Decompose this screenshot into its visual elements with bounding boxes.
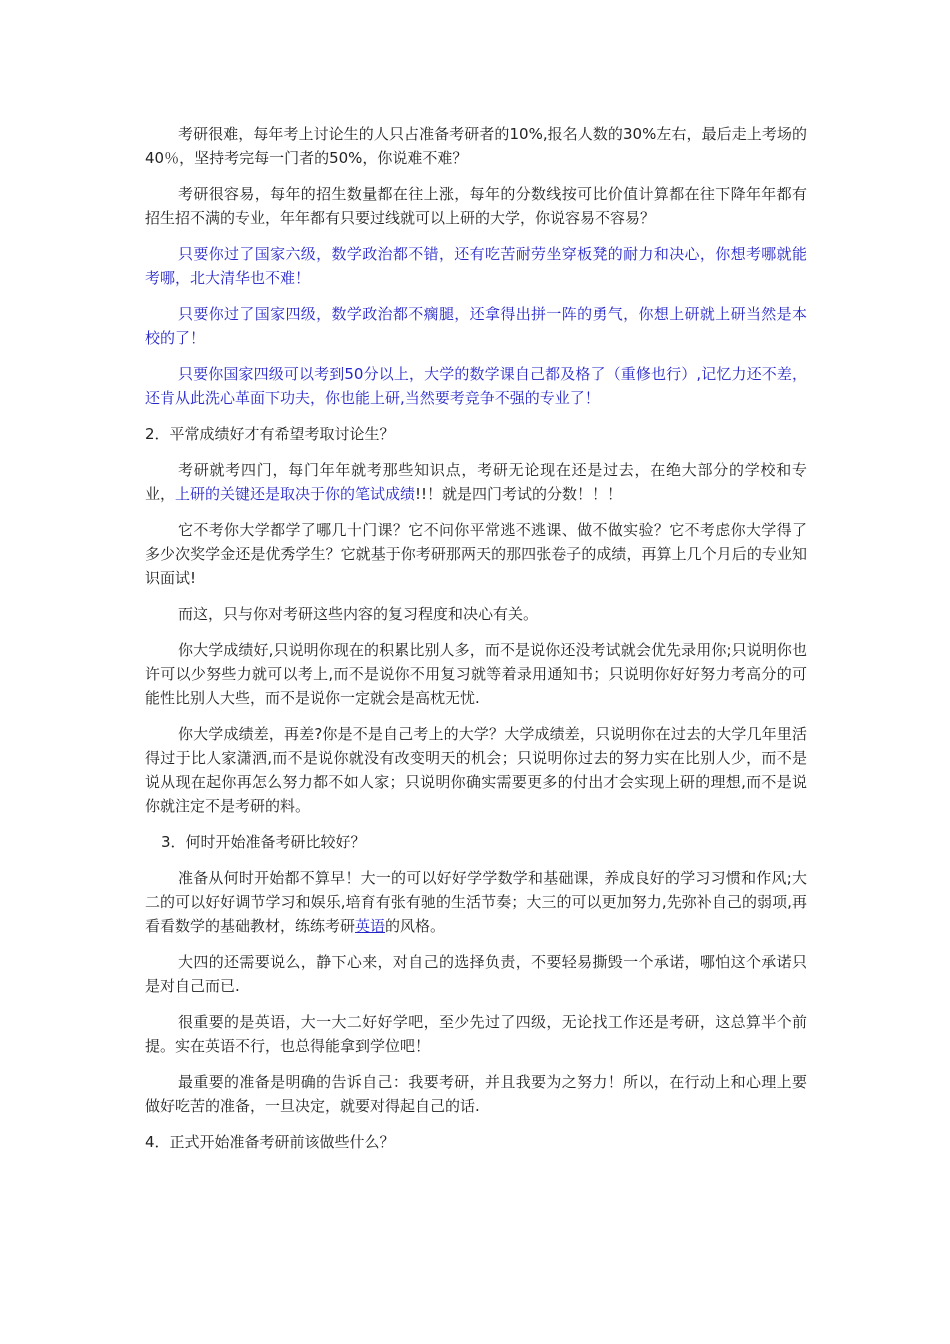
english-link[interactable]: 英语 [355, 917, 386, 935]
paragraph-when-to-start-text-b: 的风格。 [385, 917, 446, 935]
section-heading-4: 4．正式开始准备考研前该做些什么？ [145, 1133, 395, 1151]
section-heading-3: 3．何时开始准备考研比较好？ [161, 833, 366, 851]
paragraph-when-to-start-text-a: 准备从何时开始都不算早！大一的可以好好学学数学和基础课，养成良好的学习习惯和作风;大二的可以好好调节学习和娱乐,培育有张有驰的生活节奏；大三的可以更加努力,先弥补自己的弱项,再看看数学的基础教材，练练考研 [145, 869, 807, 935]
paragraph-difficulty: 考研很难，每年考上讨论生的人只占准备考研者的10%,报名人数的30%左右，最后走上考场的40％，坚持考完每一门者的50%，你说难不难？ [145, 125, 807, 167]
document-body [145, 122, 807, 1166]
paragraph-good-grades: 你大学成绩好,只说明你现在的积累比别人多，而不是说你还没考试就会优先录用你;只说明你也许可以少努些力就可以考上,而不是说你不用复习就等着录用通知书；只说明你好好努力考高分的可能性比别人大些，而不是说你一定就会是高枕无忧. [145, 641, 807, 707]
paragraph-what-not-tested: 它不考你大学都学了哪几十门课？它不问你平常逃不逃课、做不做实验？它不考虑你大学得了多少次奖学金还是优秀学生？它就基于你考研那两天的那四张卷子的成绩，再算上几个月后的专业知识面试! [145, 521, 807, 587]
section-heading-2: 2．平常成绩好才有希望考取讨论生？ [145, 425, 395, 443]
paragraph-most-important: 最重要的准备是明确的告诉自己：我要考研，并且我要为之努力！所以，在行动上和心理上要做好吃苦的准备，一旦决定，就要对得起自己的话. [145, 1073, 807, 1115]
paragraph-level-six: 只要你过了国家六级，数学政治都不错，还有吃苦耐劳坐穿板凳的耐力和决心，你想考哪就能考哪，北大清华也不难！ [145, 245, 807, 287]
paragraph-english-importance: 很重要的是英语，大一大二好好学吧，至少先过了四级，无论找工作还是考研，这总算半个前提。实在英语不行，也总得能拿到学位吧！ [145, 1013, 807, 1055]
paragraph-senior-year: 大四的还需要说么，静下心来，对自己的选择负责，不要轻易撕毁一个承诺，哪怕这个承诺只是对自己而已. [145, 953, 807, 995]
paragraph-four-exams [145, 458, 807, 506]
paragraph-level-four: 只要你过了国家四级，数学政治都不瘸腿，还拿得出拼一阵的勇气，你想上研就上研当然是本校的了！ [145, 305, 807, 347]
paragraph-when-to-start [145, 866, 807, 938]
paragraph-easiness: 考研很容易，每年的招生数量都在往上涨，每年的分数线按可比价值计算都在往下降年年都有招生招不满的专业，年年都有只要过线就可以上研的大学，你说容易不容易？ [145, 185, 807, 227]
highlight-written-exam: 上研的关键还是取决于你的笔试成绩 [175, 485, 416, 503]
paragraph-review-determination: 而这，只与你对考研这些内容的复习程度和决心有关。 [178, 605, 539, 623]
paragraph-fifty-points: 只要你国家四级可以考到50分以上，大学的数学课自己都及格了（重修也行）,记忆力还不差，还肯从此洗心革面下功夫，你也能上研,当然要考竞争不强的专业了！ [145, 365, 807, 407]
paragraph-four-exams-text-a: 考研就考四门，每门年年就考那些知识点，考研无论现在还是过去，在绝大部分的学校和专业， [145, 461, 807, 503]
paragraph-poor-grades: 你大学成绩差，再差?你是不是自己考上的大学？大学成绩差，只说明你在过去的大学几年里活得过于比人家潇洒,而不是说你就没有改变明天的机会；只说明你过去的努力实在比别人少，而不是说从现在起你再怎么努力都不如人家；只说明你确实需要更多的付出才会实现上研的理想,而不是说你就注定不是考研的料。 [145, 725, 807, 815]
paragraph-four-exams-text-b: !!！就是四门考试的分数！！！ [415, 485, 623, 503]
